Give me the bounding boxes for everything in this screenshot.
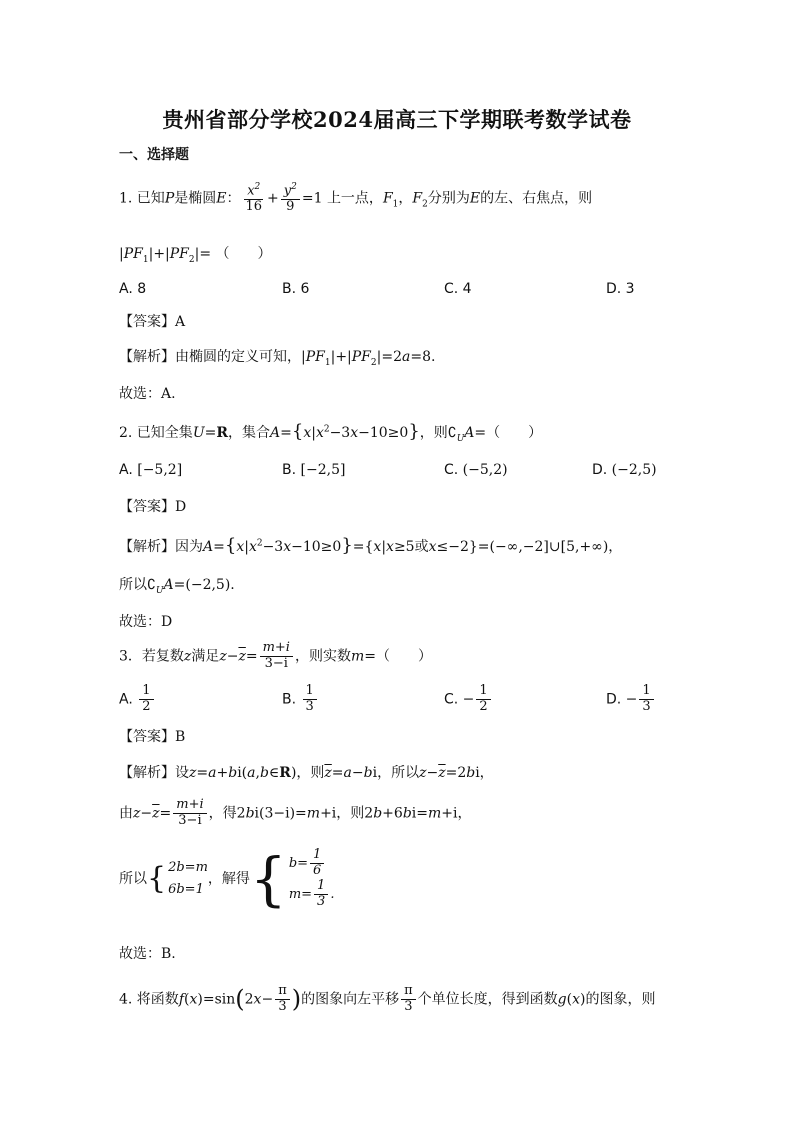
q3-option-d: D. − $\frac{1}{3}$ (606, 684, 656, 715)
q3-analysis-3: 所以 { 2b=m 6b=1 ，解得 { b= $\frac{1}{6}$ m= $\frac{1}{3}$ . (119, 844, 335, 913)
question-3: 3．若复数z满足$z-\overline{z}=$ $\frac{m+i}{3-i}$ ，则实数m=（ ） (119, 640, 432, 671)
q1-choose: 故选：A. (119, 386, 176, 402)
page-title: 贵州省部分学校2024届高三下学期联考数学试卷 (162, 107, 632, 132)
question-4: 4. 将函数f(x)=sin(2x− $\frac{\pi}{3}$ )的图象向左平移 $\frac{\pi}{3}$ 个单位长度，得到函数g(x)的图象，则 (119, 983, 656, 1014)
q2-answer: 【答案】D (119, 499, 187, 515)
q2-option-d: D. (−2,5) (592, 462, 657, 478)
q1-analysis: 【解析】由椭圆的定义可知，$|PF_1|+|PF_2|=2a=8$. (119, 349, 436, 368)
section-heading: 一、选择题 (119, 147, 189, 163)
q3-analysis-2: 由$z-\overline{z}=$ $\frac{m+i}{3-i}$ ，得2bi(3−i)=m+i，则2b+6bi=m+i， (119, 797, 472, 828)
q2-choose: 故选：D (119, 614, 173, 630)
q3-choose: 故选：B. (119, 946, 176, 962)
q3-option-c: C. − $\frac{1}{2}$ (444, 684, 493, 715)
question-1: 1. 已知P是椭圆E： $\frac{x^2}{16}$ + $\frac{y^2}{9}$ =1 上一点，$F_1$，$F_2$分别为E的左、右焦点，则 (119, 182, 593, 215)
question-2: 2. 已知全集U=R，集合$A=\{x|x^2-3x-10\ge 0\}$，则$∁_UA=$（ ） (119, 421, 543, 444)
q2-analysis: 【解析】因为$A=\{x|x^2-3x-10\ge 0\}=\{x|x\ge 5$或x≤−2}=(−∞,−2]∪[5,+∞)， (119, 535, 623, 556)
question-1-expression: $|PF_1|+|PF_2|=$ （ ） (119, 246, 272, 265)
q1-option-c: C. 4 (444, 281, 472, 297)
q1-option-b: B. 6 (282, 281, 310, 297)
q2-option-a: A. [−5,2] (119, 462, 183, 478)
q1-option-a: A. 8 (119, 281, 147, 297)
q1-option-d: D. 3 (606, 281, 635, 297)
q3-option-a: A. $\frac{1}{2}$ (119, 684, 156, 715)
q1-answer: 【答案】A (119, 314, 186, 330)
q2-analysis-2: 所以$∁_UA=(-2,5)$. (119, 577, 235, 596)
q3-option-b: B. $\frac{1}{3}$ (282, 684, 319, 715)
q2-option-c: C. (−5,2) (444, 462, 508, 478)
q3-answer: 【答案】B (119, 729, 186, 745)
q3-analysis-1: 【解析】设z=a+bi(a,b∈R)，则$\overline{z}=a-bi$，所以$z-\overline{z}=2bi$， (119, 765, 494, 781)
q2-option-b: B. [−2,5] (282, 462, 346, 478)
